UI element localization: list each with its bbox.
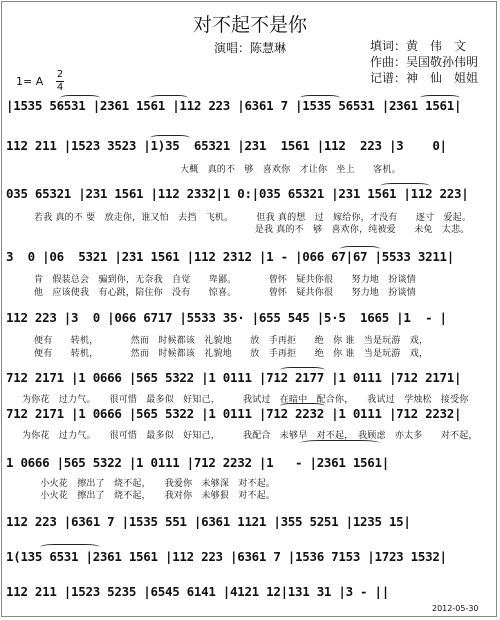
notation-row-6: 712 2171 |1 0666 |565 5322 |1 0111 |712 2177 |1 0111 |712 2171|	[6, 370, 462, 385]
slur-mark	[300, 440, 380, 446]
lyrics-row-3-line-1: 若我 真的不 要 放走你，谁又怕 去挡 飞机。 但我 真的想 过 嫁给你，才没有 逐寸 爱起。	[34, 213, 472, 223]
notation-row-4: 3 0 |06 5321 |231 1561 |112 2312 |1 - |066 67|67 |5533 3211|	[6, 249, 454, 264]
time-signature-top: 2	[56, 69, 64, 80]
singer-credit: 演唱：陈慧琳	[213, 41, 286, 55]
slur-mark	[60, 95, 100, 101]
lyrics-row-5-line-2: 便有 转机， 然而 时候都该 礼貌地 放 手再拒 绝 你 谁 当是玩游 戏，	[34, 349, 429, 359]
lyrics-row-8-line-1: 小火花 擦出了 烧不起， 我爱你 未够深 对不起。	[22, 479, 276, 489]
credits-block	[370, 38, 478, 86]
slur-mark	[150, 95, 188, 101]
lyrics-row-7-line-1: 为你花 过力气。 很可惜 最多似 好知己， 我配合 未够早 对不起， 我顾虑 亦太多 对不起，	[22, 431, 478, 441]
lyrics-row-6-line-1: 为你花 过力气。 很可惜 最多似 好知己， 我试过 在暗中 配合你， 我试过 学烛松 接受你	[22, 395, 469, 405]
lyrics-row-4-line-2: 他 应该使我 有心跳，陪住你 没有 惊喜。 曾怀 疑共你很 努力地 扮谈情	[34, 288, 416, 298]
slur-mark	[420, 95, 460, 101]
notation-row-9: 112 223 |6361 7 |1535 551 |6361 1121 |355 5251 |1235 15|	[6, 514, 411, 529]
lyrics-row-5-line-1: 便有 转机， 然而 时候都该 礼貌地 放 手再拒 绝 你 谁 当是玩游 戏，	[34, 336, 429, 346]
notation-row-1: |1535 56531 |2361 1561 |112 223 |6361 7 |1535 56531 |2361 1561|	[6, 98, 462, 113]
composer-credit: 作曲：吴国敬孙伟明	[370, 55, 479, 69]
lyrics-row-4-line-1: 肯 假装总会 骗到你，无奈我 自觉 卑鄙。 曾怀 疑共你很 努力地 扮谈情	[34, 275, 416, 285]
slur-mark	[380, 183, 430, 189]
slur-mark	[340, 246, 380, 252]
notation-row-10: 1(135 6531 |2361 1561 |112 223 |6361 7 |1536 7153 |1723 1532|	[6, 549, 447, 564]
date-stamp: 2012-05-30	[432, 604, 479, 613]
lyrics-row-8-line-2: 小火花 擦出了 烧不起， 我对你 未够狠 对不起。	[22, 491, 276, 501]
time-signature-bottom: 4	[56, 82, 64, 93]
slur-mark	[300, 95, 340, 101]
slur-mark	[280, 403, 325, 409]
lyricist-credit: 填词：黄 伟 文	[370, 39, 467, 53]
slur-mark	[40, 544, 100, 550]
notation-row-8: 1 0666 |565 5322 |1 0111 |712 2232 |1 - |2361 1561|	[6, 455, 389, 470]
lyrics-row-3-line-2: 是我 真的不 够 喜欢你，纯被爱 未免 太悲。	[34, 225, 470, 235]
time-signature	[56, 70, 64, 93]
lyrics-row-2-line-1: 大概 真的不 够 喜欢你 才让你 坐上 客机。	[180, 165, 401, 175]
song-title: 对不起不是你	[192, 14, 307, 36]
transcriber-credit: 记谱：神 仙 姐姐	[370, 71, 479, 85]
key-signature: 1= A	[16, 75, 44, 88]
slur-mark	[150, 135, 190, 141]
notation-row-11: 112 211 |1523 5235 |6545 6141 |4121 12|131 31 |3 - ||	[6, 584, 389, 599]
notation-row-2: 112 211 |1523 3523 |1)35 65321 |231 1561 |112 223 |3 0|	[6, 138, 447, 153]
notation-row-3: 035 65321 |231 1561 |112 2332|1 0:|035 65321 |231 1561 |112 223|	[6, 186, 469, 201]
notation-row-5: 112 223 |3 0 |066 6717 |5533 35· |655 545 |5·5 1665 |1 - |	[6, 310, 447, 325]
notation-row-7: 712 2171 |1 0666 |565 5322 |1 0111 |712 2232 |1 0111 |712 2232|	[6, 406, 462, 421]
slur-mark	[280, 367, 325, 373]
